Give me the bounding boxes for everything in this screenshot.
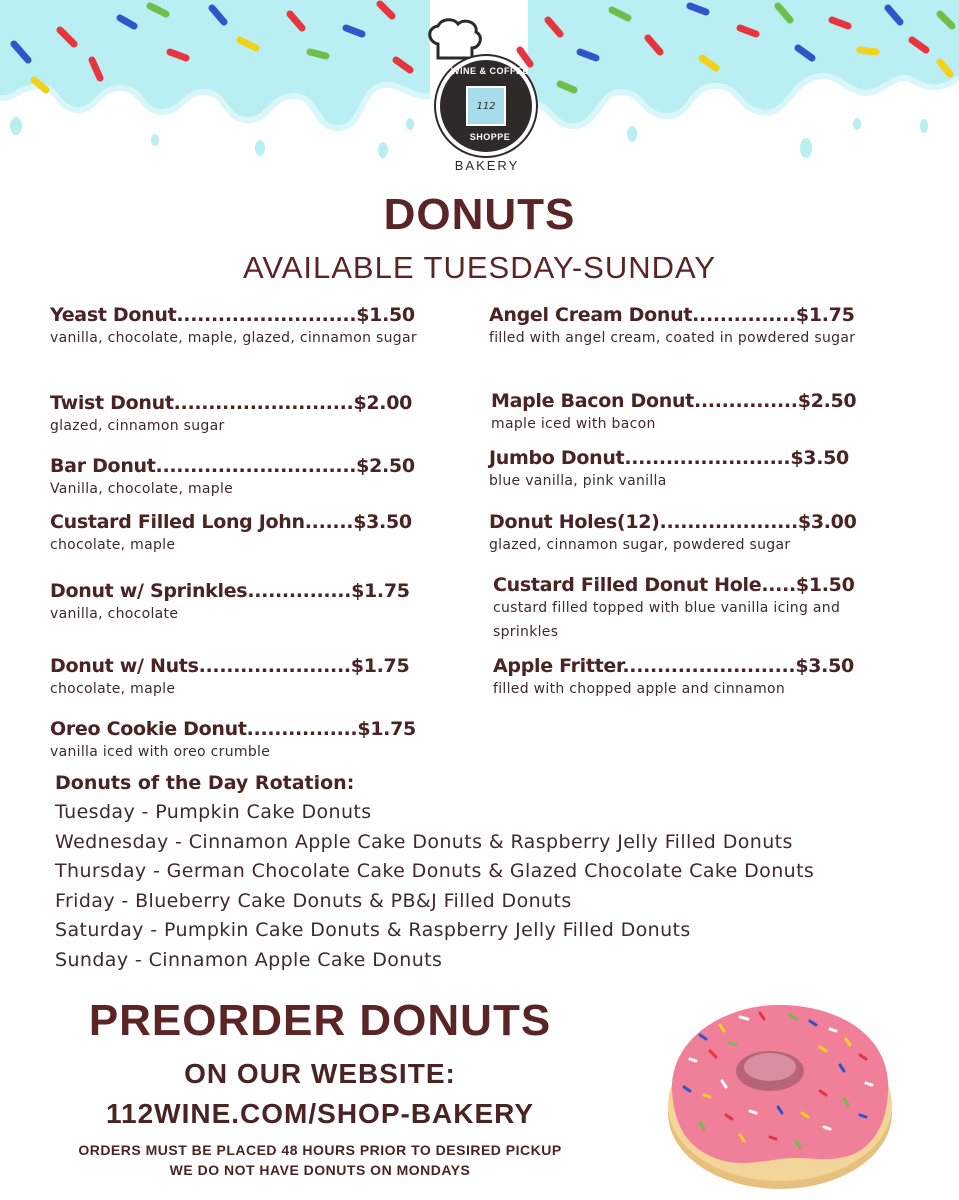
rotation-line: Wednesday - Cinnamon Apple Cake Donuts & Raspberry Jelly Filled Donuts [55,830,793,853]
menu-item-desc: maple iced with bacon [491,416,656,432]
menu-item-desc: vanilla, chocolate, maple, glazed, cinnamon sugar [50,330,417,346]
menu-item-desc: chocolate, maple [50,537,176,553]
rotation-line: Thursday - German Chocolate Cake Donuts & Glazed Chocolate Cake Donuts [55,860,815,882]
menu-item-desc: glazed, cinnamon sugar, powdered sugar [489,537,791,553]
menu-item-name: Custard Filled Long John.......$3.50 [50,511,412,533]
preorder-subtitle: ON OUR WEBSITE: [184,1058,456,1089]
menu-item [493,574,893,644]
logo-top-text: WINE & COFFEE [451,66,529,76]
rotation-line: Friday - Blueberry Cake Donuts & PB&J Filled Donuts [55,889,572,912]
logo-bottom-text: SHOPPE [469,132,511,142]
menu-item-name: Yeast Donut..........................$1.50 [50,304,415,326]
rotation-heading: Donuts of the Day Rotation: [55,772,355,794]
menu-item-desc: chocolate, maple [50,681,176,697]
menu-item-name: Twist Donut..........................$2.00 [50,392,413,414]
menu-item-name: Jumbo Donut........................$3.50 [489,447,849,469]
menu-item-name: Donut w/ Sprinkles...............$1.75 [50,580,410,602]
rotation-line: Saturday - Pumpkin Cake Donuts & Raspberry Jelly Filled Donuts [55,919,691,941]
menu-item [50,655,450,701]
logo-badge [436,56,536,156]
menu-item-name: Maple Bacon Donut...............$2.50 [491,390,857,412]
logo-center-text: 112 [466,86,506,126]
menu-item [50,304,430,350]
page-subtitle: AVAILABLE TUESDAY-SUNDAY [242,250,717,285]
menu-item [489,447,879,493]
menu-item-desc: blue vanilla, pink vanilla [489,473,667,489]
menu-item [50,580,450,626]
menu-item-name: Custard Filled Donut Hole.....$1.50 [493,574,855,596]
menu-item [50,718,450,764]
menu-item-desc: custard filled topped with blue vanilla icing and sprinkles [493,600,841,640]
menu-item-desc: vanilla, chocolate [50,606,179,622]
menu-item-name: Donut w/ Nuts......................$1.75 [50,655,410,677]
logo-bakery-text: BAKERY [454,158,520,173]
menu-item-name: Oreo Cookie Donut................$1.75 [50,718,416,740]
preorder-note: WE DO NOT HAVE DONUTS ON MONDAYS [169,1162,471,1178]
menu-item [50,392,450,438]
menu-item-desc: vanilla iced with oreo crumble [50,744,271,760]
preorder-title: PREORDER DONUTS [88,996,552,1045]
page-title: DONUTS [383,190,576,239]
menu-item-desc: Vanilla, chocolate, maple [50,481,234,497]
menu-item-desc: filled with chopped apple and cinnamon [493,681,786,697]
menu-item [489,304,879,350]
menu-item-name: Angel Cream Donut...............$1.75 [489,304,855,326]
menu-item-desc: filled with angel cream, coated in powdered sugar [489,330,856,346]
sprinkle-donut-image [660,995,900,1195]
menu-item [489,511,879,557]
menu-item [50,511,450,557]
menu-item-name: Bar Donut.............................$2.50 [50,455,415,477]
menu-item [493,655,893,701]
rotation-line: Sunday - Cinnamon Apple Cake Donuts [55,948,443,971]
menu-item-name: Apple Fritter.........................$3.50 [493,655,854,677]
menu-item-desc: glazed, cinnamon sugar [50,418,225,434]
menu-item [491,390,881,436]
menu-item [50,455,450,501]
shop-logo [414,18,554,178]
menu-item-name: Donut Holes(12)....................$3.00 [489,511,857,533]
donuts-of-the-day-section [55,772,915,975]
rotation-line: Tuesday - Pumpkin Cake Donuts [55,801,372,823]
preorder-note: ORDERS MUST BE PLACED 48 HOURS PRIOR TO DESIRED PICKUP [78,1142,562,1158]
preorder-url: 112WINE.COM/SHOP-BAKERY [105,1098,535,1129]
